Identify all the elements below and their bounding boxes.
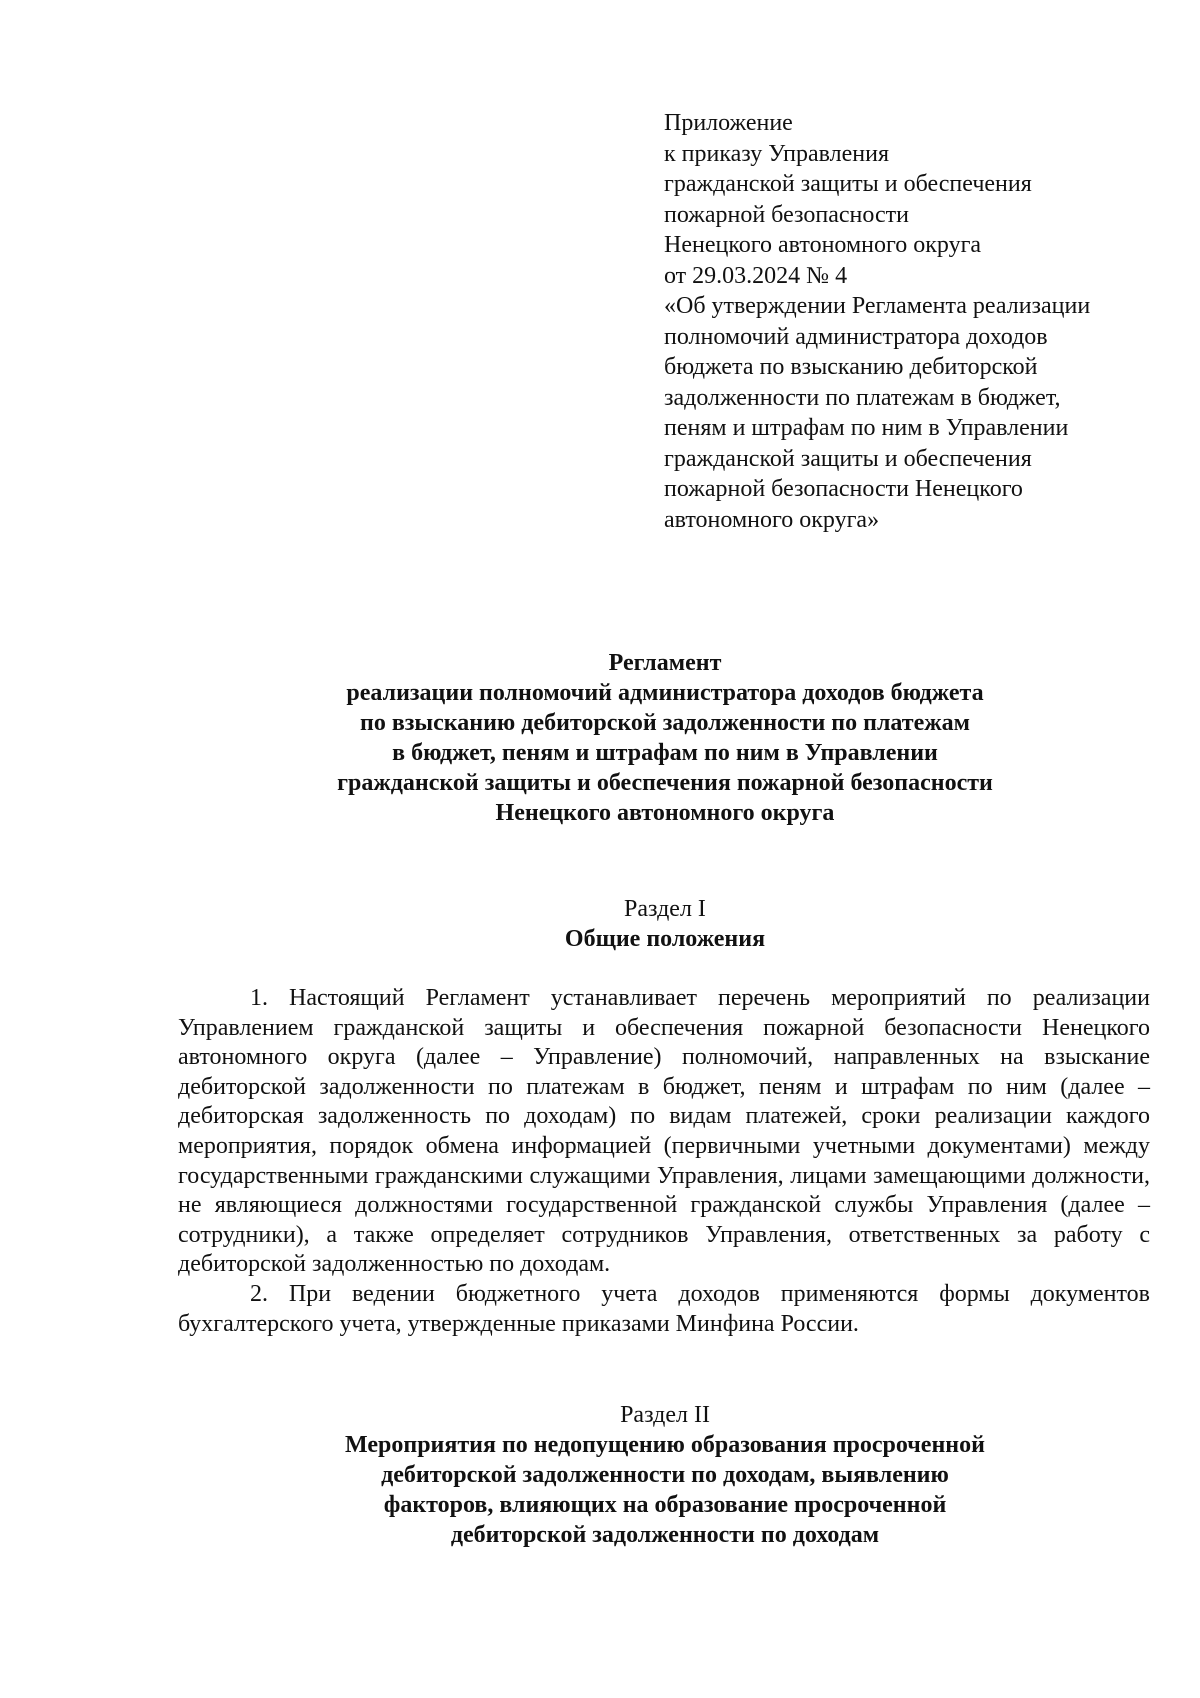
appendix-line: бюджета по взысканию дебиторской [664, 354, 1038, 380]
appendix-line: пожарной безопасности [664, 201, 909, 228]
section-2-heading [150, 1400, 1180, 1550]
section-title: дебиторской задолженности по доходам [450, 1522, 880, 1548]
section-1-heading [150, 894, 1180, 954]
section-title: факторов, влияющих на образование просроченной [383, 1492, 947, 1518]
title-line: в бюджет, пеням и штрафам по ним в Управлении [392, 740, 938, 766]
appendix-line: к приказу Управления [664, 140, 890, 167]
paragraph: 2. При ведении бюджетного учета доходов применяются формы документов бухгалтерского учета, утвержденные приказами Минфина России. [178, 1280, 1150, 1337]
appendix-line: от 29.03.2024 № 4 [664, 262, 848, 289]
paragraph: 1. Настоящий Регламент устанавливает перечень мероприятий по реализации Управлением гражданской защиты и обеспечения пожарной безопасности Ненецкого автономного округа (далее – Управление) полномочий, направленных на взыскание дебиторской задолженности по платежам в бюджет, пеням и штрафам по ним (далее – дебиторская задолженность по доходам) по видам платежей, сроки реализации каждого мероприятия, порядок обмена информацией (первичными учетными документами) между государственными гражданскими служащими Управления, лицами замещающими должности, не являющиеся должностями государственной гражданской службы Управления (далее – сотрудники), а также определяет сотрудников Управления, ответственных за работу с дебиторской задолженностью по доходам. [178, 985, 1150, 1278]
appendix-line: «Об утверждении Регламента реализации [664, 293, 1091, 319]
title-line: реализации полномочий администратора доходов бюджета [346, 680, 984, 706]
appendix-block [664, 108, 1164, 535]
appendix-line: автономного округа» [664, 506, 880, 533]
document-title [150, 648, 1180, 828]
title-line: Регламент [608, 650, 722, 676]
appendix-line: Приложение [664, 110, 793, 136]
section-title: Мероприятия по недопущению образования просроченной [345, 1432, 985, 1458]
section-number: Раздел II [620, 1402, 710, 1428]
appendix-line: задолженности по платежам в бюджет, [664, 384, 1061, 411]
appendix-line: Ненецкого автономного округа [664, 232, 982, 258]
appendix-line: пожарной безопасности Ненецкого [664, 476, 1023, 502]
appendix-line: пеням и штрафам по ним в Управлении [664, 415, 1069, 441]
title-line: по взысканию дебиторской задолженности по платежам [359, 710, 970, 736]
appendix-line: полномочий администратора доходов [664, 323, 1048, 350]
title-line: гражданской защиты и обеспечения пожарной безопасности [337, 770, 993, 796]
title-line: Ненецкого автономного округа [495, 800, 835, 826]
section-number: Раздел I [624, 896, 706, 922]
section-title: дебиторской задолженности по доходам, выявлению [381, 1462, 949, 1488]
appendix-line: гражданской защиты и обеспечения [664, 171, 1032, 197]
section-title: Общие положения [564, 926, 766, 952]
section-1-body [178, 984, 1150, 1339]
appendix-line: гражданской защиты и обеспечения [664, 445, 1032, 472]
